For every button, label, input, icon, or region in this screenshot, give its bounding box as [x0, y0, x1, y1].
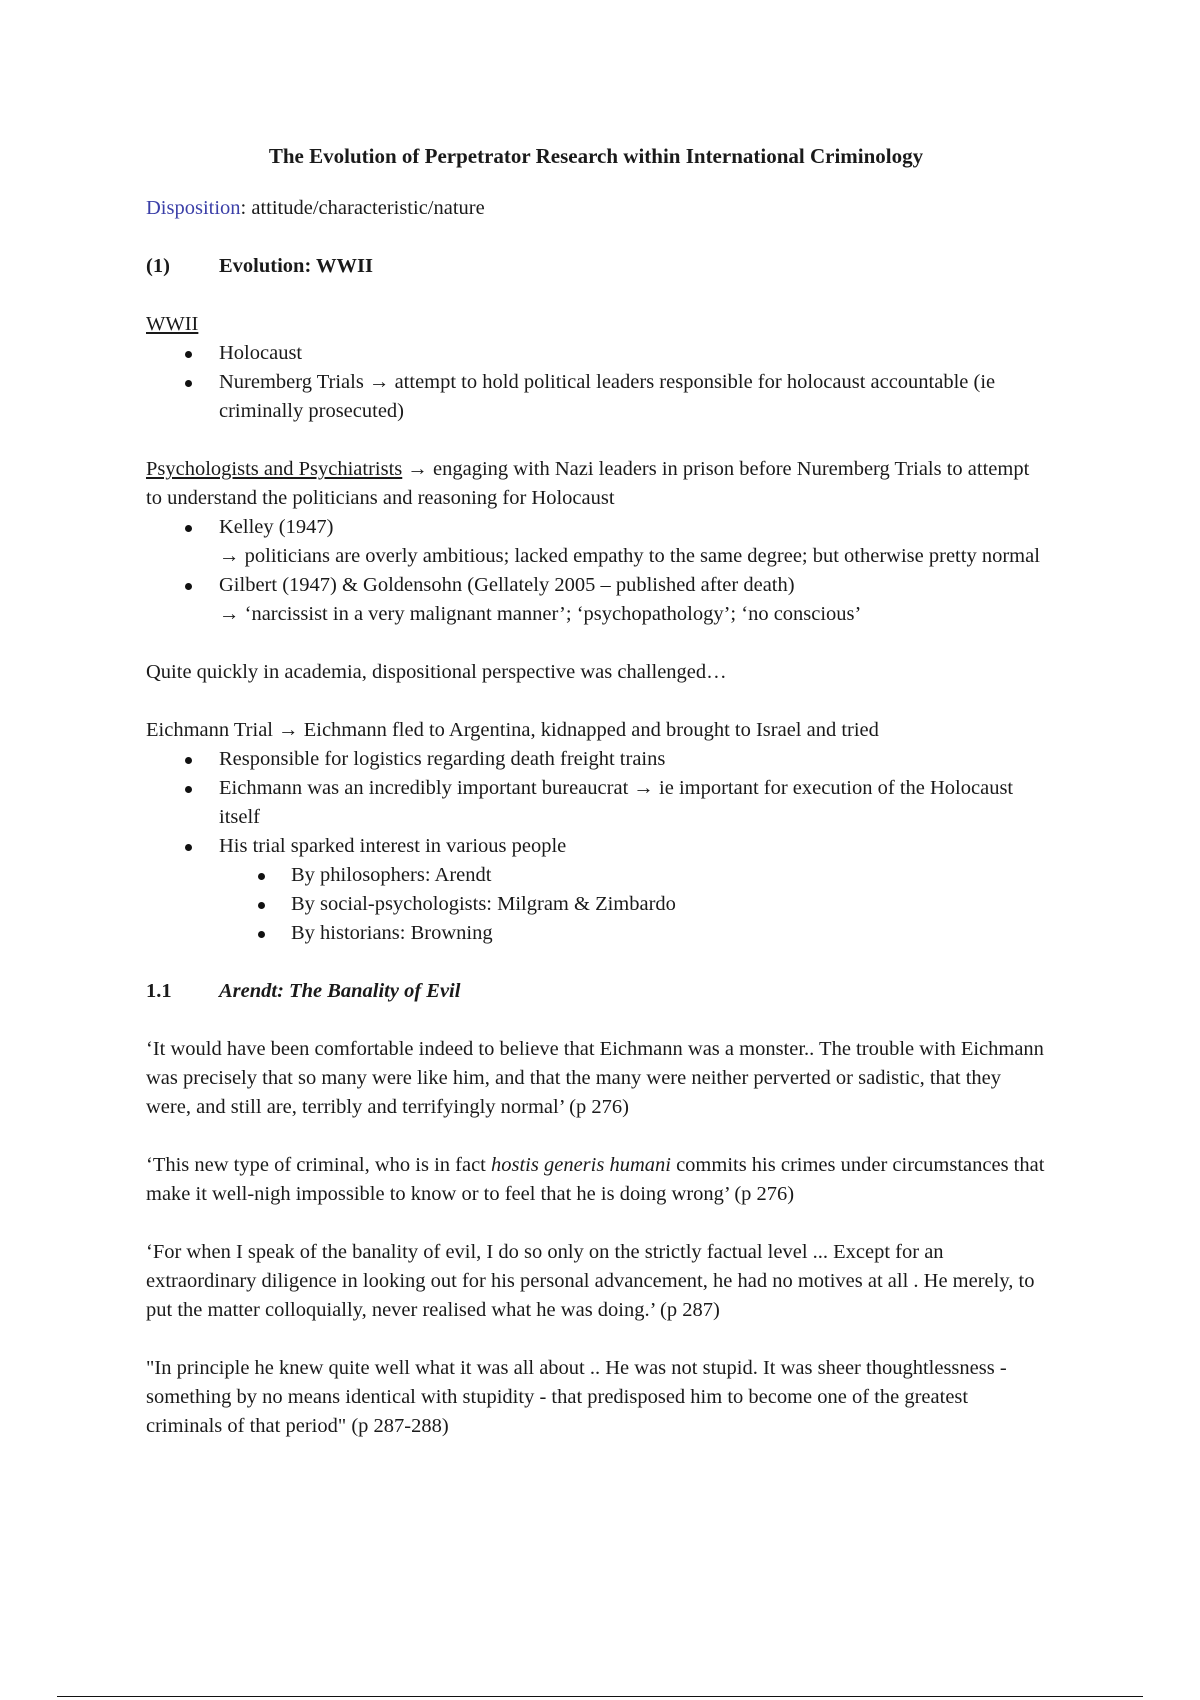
section-heading-1 [146, 252, 1046, 281]
eichmann-sublist [146, 861, 1046, 948]
challenged-paragraph: Quite quickly in academia, dispositional perspective was challenged… [146, 661, 727, 683]
document-title: The Evolution of Perpetrator Research within International Criminology [268, 144, 924, 168]
list-item-detail: → politicians are overly ambitious; lacked empathy to the same degree; but otherwise pretty normal [219, 545, 1040, 567]
psych-paragraph [146, 455, 1046, 513]
psych-list [146, 513, 1046, 629]
quote-paragraph: ‘It would have been comfortable indeed to believe that Eichmann was a monster.. The trouble with Eichmann was precisely that so many were like him, and that the many were neither perverted or sadistic, that they were, and still are, terribly and terrifyingly normal’ (p 276) [146, 1038, 1044, 1118]
page-bottom-rule [57, 1696, 1143, 1697]
document-page [146, 142, 1046, 1441]
quote-text: ‘This new type of criminal, who is in fact [146, 1154, 491, 1176]
section-label: Evolution: WWII [219, 255, 373, 277]
section-heading-1-1 [146, 977, 1046, 1006]
list-item [146, 513, 1046, 571]
list-item: Eichmann was an incredibly important bureaucrat → ie important for execution of the Holocaust itself [146, 774, 1046, 832]
list-item [146, 571, 1046, 629]
eichmann-list [146, 745, 1046, 861]
list-item: Holocaust [146, 339, 1046, 368]
quote-paragraph: "In principle he knew quite well what it was all about .. He was not stupid. It was sheer thoughtlessness - something by no means identical with stupidity - that predisposed him to become one of the greatest criminals of that period" (p 287-288) [146, 1357, 1007, 1437]
disposition-term[interactable]: Disposition [146, 197, 241, 219]
list-item-title: Kelley (1947) [219, 516, 334, 538]
list-item: Nuremberg Trials → attempt to hold political leaders responsible for holocaust accountable (ie criminally prosecuted) [146, 368, 1046, 426]
latin-phrase: hostis generis humani [491, 1154, 671, 1176]
psych-text: → engaging with Nazi leaders in prison before Nuremberg Trials to attempt to understand the politicians and reasoning for Holocaust [146, 458, 1030, 509]
psych-heading: Psychologists and Psychiatrists [146, 458, 403, 480]
list-item-title: Gilbert (1947) & Goldensohn (Gellately 2005 – published after death) [219, 574, 795, 596]
list-item: Responsible for logistics regarding death freight trains [146, 745, 1046, 774]
disposition-definition: : attitude/characteristic/nature [240, 197, 485, 219]
wwii-list [146, 339, 1046, 426]
section-number: (1) [146, 255, 170, 277]
sub-list-item: By historians: Browning [146, 919, 1046, 948]
eichmann-intro: Eichmann Trial → Eichmann fled to Argentina, kidnapped and brought to Israel and tried [146, 719, 879, 741]
sub-list-item: By philosophers: Arendt [146, 861, 1046, 890]
list-item-detail: → ‘narcissist in a very malignant manner’; ‘psychopathology’; ‘no conscious’ [219, 603, 862, 625]
sub-list-item: By social-psychologists: Milgram & Zimbardo [146, 890, 1046, 919]
quote-paragraph [146, 1151, 1046, 1209]
wwii-heading: WWII [146, 313, 199, 335]
quote-paragraph: ‘For when I speak of the banality of evil, I do so only on the strictly factual level ... Except for an extraordinary diligence in looking out for his personal advancement, he had no motives at all . He merely, to put the matter colloquially, never realised what he was doing.’ (p 287) [146, 1241, 1035, 1321]
section-label: Arendt: The Banality of Evil [219, 980, 461, 1002]
list-item: His trial sparked interest in various people [146, 832, 1046, 861]
section-number: 1.1 [146, 980, 172, 1002]
disposition-line [146, 194, 1046, 223]
quote-text: commits his crimes under circumstances that make it well-nigh impossible to know or to feel that he is doing wrong’ (p 276) [146, 1154, 1045, 1205]
